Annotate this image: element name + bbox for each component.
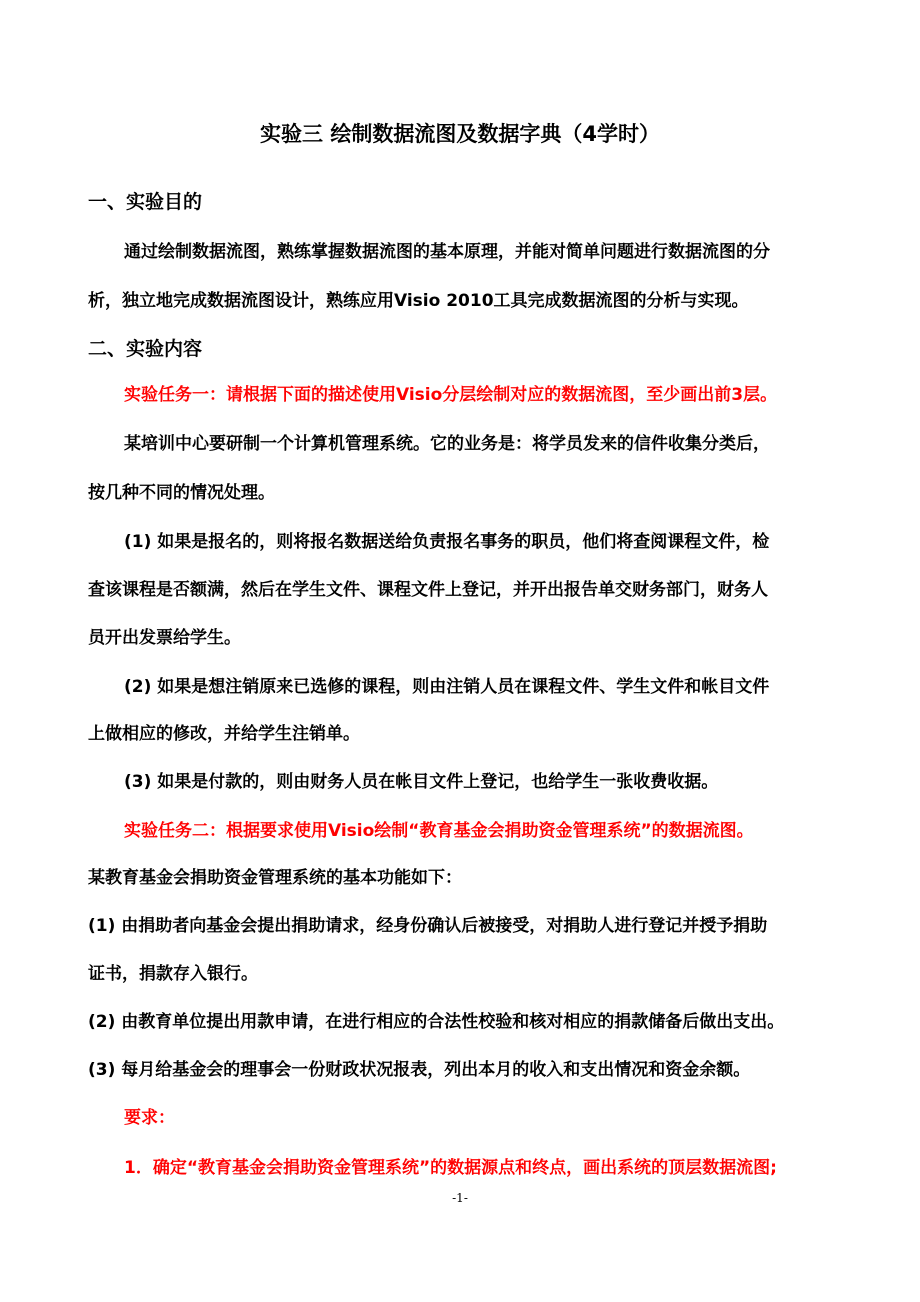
task-2-item-1-line: 证书，捐款存入银行。	[88, 964, 258, 984]
section-1-paragraph-line: 析，独立地完成数据流图设计，熟练应用Visio 2010工具完成数据流图的分析与实现。	[88, 291, 749, 311]
task-1-description-line: 某培训中心要研制一个计算机管理系统。它的业务是：将学员发来的信件收集分类后，	[124, 434, 770, 454]
requirements-label: 要求：	[124, 1108, 175, 1128]
task-1-item-2-line: 上做相应的修改，并给学生注销单。	[88, 724, 360, 744]
task-1-item-2-line: (2) 如果是想注销原来已选修的课程，则由注销人员在课程文件、学生文件和帐目文件	[124, 677, 770, 697]
task-2-intro: 某教育基金会捐助资金管理系统的基本功能如下：	[88, 868, 462, 888]
section-2-heading: 二、实验内容	[88, 338, 203, 360]
requirement-1: 1．确定“教育基金会捐助资金管理系统”的数据源点和终点，画出系统的顶层数据流图;	[124, 1158, 777, 1178]
task-1-item-3: (3) 如果是付款的，则由财务人员在帐目文件上登记，也给学生一张收费收据。	[124, 772, 719, 792]
task-2-item-2: (2) 由教育单位提出用款申请，在进行相应的合法性校验和核对相应的捐款储备后做出支出。	[88, 1012, 785, 1032]
page-number: -1-	[452, 1191, 468, 1205]
task-1-item-1-line: (1) 如果是报名的，则将报名数据送给负责报名事务的职员，他们将查阅课程文件，检	[124, 532, 770, 552]
task-1-item-1-line: 查该课程是否额满，然后在学生文件、课程文件上登记，并开出报告单交财务部门，财务人	[88, 580, 768, 600]
task-2-item-1-line: (1) 由捐助者向基金会提出捐助请求，经身份确认后被接受，对捐助人进行登记并授予捐助	[88, 916, 768, 936]
task-2-label: 实验任务二：根据要求使用Visio绘制“教育基金会捐助资金管理系统”的数据流图。	[124, 821, 754, 841]
document-title: 实验三 绘制数据流图及数据字典（4学时）	[260, 122, 660, 146]
section-1-paragraph-line: 通过绘制数据流图，熟练掌握数据流图的基本原理，并能对简单问题进行数据流图的分	[124, 242, 770, 262]
task-1-item-1-line: 员开出发票给学生。	[88, 628, 241, 648]
section-1-heading: 一、实验目的	[88, 191, 203, 213]
task-2-item-3: (3) 每月给基金会的理事会一份财政状况报表，列出本月的收入和支出情况和资金余额。	[88, 1060, 751, 1080]
task-1-description-line: 按几种不同的情况处理。	[88, 483, 275, 503]
task-1-label: 实验任务一：请根据下面的描述使用Visio分层绘制对应的数据流图，至少画出前3层。	[124, 385, 778, 405]
